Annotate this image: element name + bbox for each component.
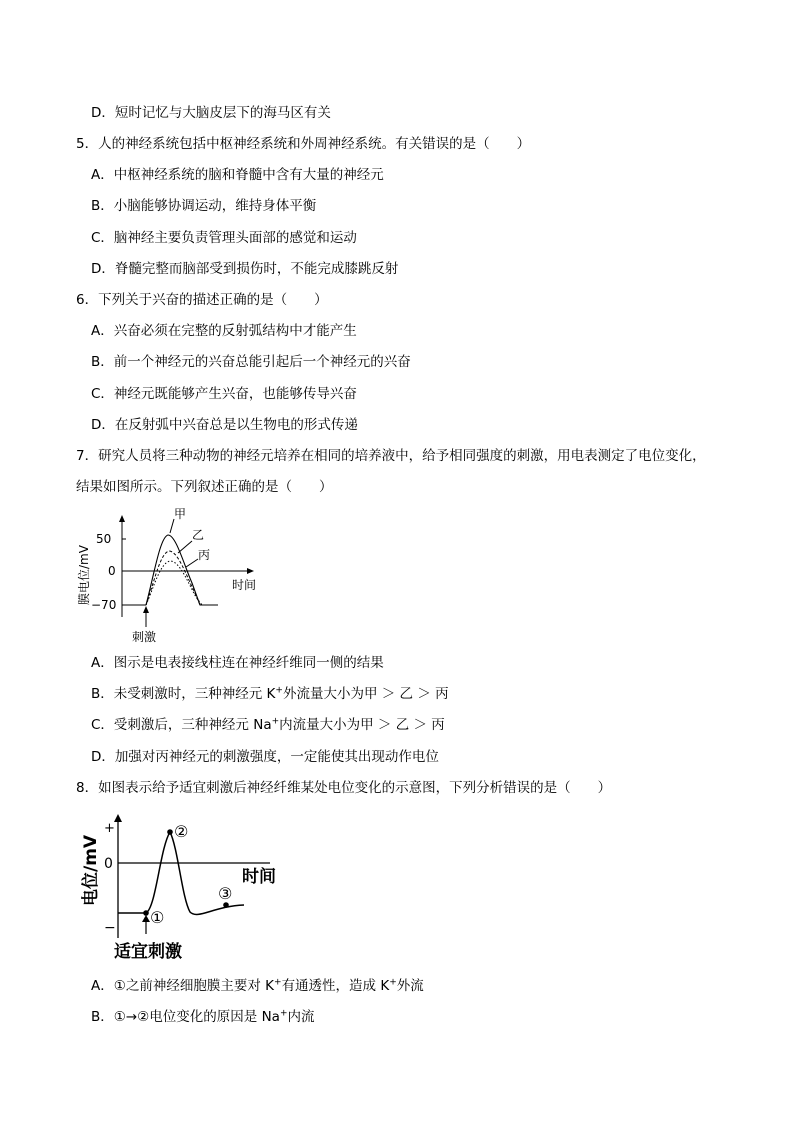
q8-point-1 [143, 910, 149, 916]
q7-xlabel: 时间 [232, 578, 257, 592]
q8-label-2: ② [174, 822, 189, 841]
q7-membrane-potential-figure [74, 505, 274, 645]
q8-ylabel: 电位/mV [81, 834, 101, 906]
q8-minus: − [104, 920, 116, 936]
q5-option-c: C．脑神经主要负责管理头面部的感觉和运动 [91, 230, 357, 246]
q7-tick-0: 0 [108, 564, 116, 578]
q5-stem: 5．人的神经系统包括中枢神经系统和外周神经系统。有关错误的是（ ） [76, 136, 531, 152]
q8-stem: 8．如图表示给予适宜刺激后神经纤维某处电位变化的示意图，下列分析错误的是（ ） [76, 780, 612, 796]
q7-curve-yi [146, 551, 200, 605]
q7-option-b: B．未受刺激时，三种神经元 K+外流量大小为甲 ＞ 乙 ＞ 丙 [91, 685, 449, 702]
q7-option-c: C．受刺激后，三种神经元 Na+内流量大小为甲 ＞ 乙 ＞ 丙 [91, 716, 445, 733]
q7-stem-line1: 7．研究人员将三种动物的神经元培养在相同的培养液中，给予相同强度的刺激，用电表测定了电位变化， [76, 448, 706, 464]
q6-option-a: A．兴奋必须在完整的反射弧结构中才能产生 [91, 323, 357, 339]
q8-xlabel: 时间 [242, 867, 276, 887]
q7-stimulus-label: 刺激 [132, 630, 157, 644]
q7-curve-bing [146, 561, 202, 605]
q8-point-3 [223, 902, 229, 908]
q8-stimulus-label: 适宜刺激 [114, 942, 182, 962]
q8-label-1: ① [150, 908, 165, 927]
q7-tick-neg70: −70 [91, 598, 117, 612]
q6-stem: 6．下列关于兴奋的描述正确的是（ ） [76, 292, 328, 308]
q8-zero: 0 [104, 856, 113, 872]
q6-option-d: D．在反射弧中兴奋总是以生物电的形式传递 [91, 417, 358, 433]
q7-option-d: D．加强对丙神经元的刺激强度，一定能使其出现动作电位 [91, 749, 439, 765]
q6-option-c: C．神经元既能够产生兴奋，也能够传导兴奋 [91, 386, 357, 402]
q5-option-a: A．中枢神经系统的脑和脊髓中含有大量的神经元 [91, 167, 384, 183]
q7-tick-50: 50 [96, 532, 112, 546]
q7-label-yi: 乙 [192, 528, 205, 542]
q5-option-b: B．小脑能够协调运动，维持身体平衡 [91, 198, 317, 214]
q8-option-a: A．①之前神经细胞膜主要对 K+有通透性，造成 K+外流 [91, 977, 424, 994]
q6-option-b: B．前一个神经元的兴奋总能引起后一个神经元的兴奋 [91, 354, 411, 370]
q7-ylabel: 膜电位/mV [77, 545, 91, 605]
q8-option-b: B．①→②电位变化的原因是 Na+内流 [91, 1008, 315, 1025]
q4-option-d: D．短时记忆与大脑皮层下的海马区有关 [91, 105, 331, 121]
q7-label-jia: 甲 [174, 507, 187, 521]
q5-option-d: D．脊髓完整而脑部受到损伤时，不能完成膝跳反射 [91, 261, 399, 277]
q7-label-bing: 丙 [198, 548, 211, 562]
q8-plus: + [104, 821, 115, 836]
q8-potential-figure [74, 808, 294, 968]
q8-point-2 [167, 829, 173, 835]
q7-stem-line2: 结果如图所示。下列叙述正确的是（ ） [76, 479, 333, 495]
q7-option-a: A．图示是电表接线柱连在神经纤维同一侧的结果 [91, 655, 384, 671]
q8-label-3: ③ [218, 884, 233, 903]
